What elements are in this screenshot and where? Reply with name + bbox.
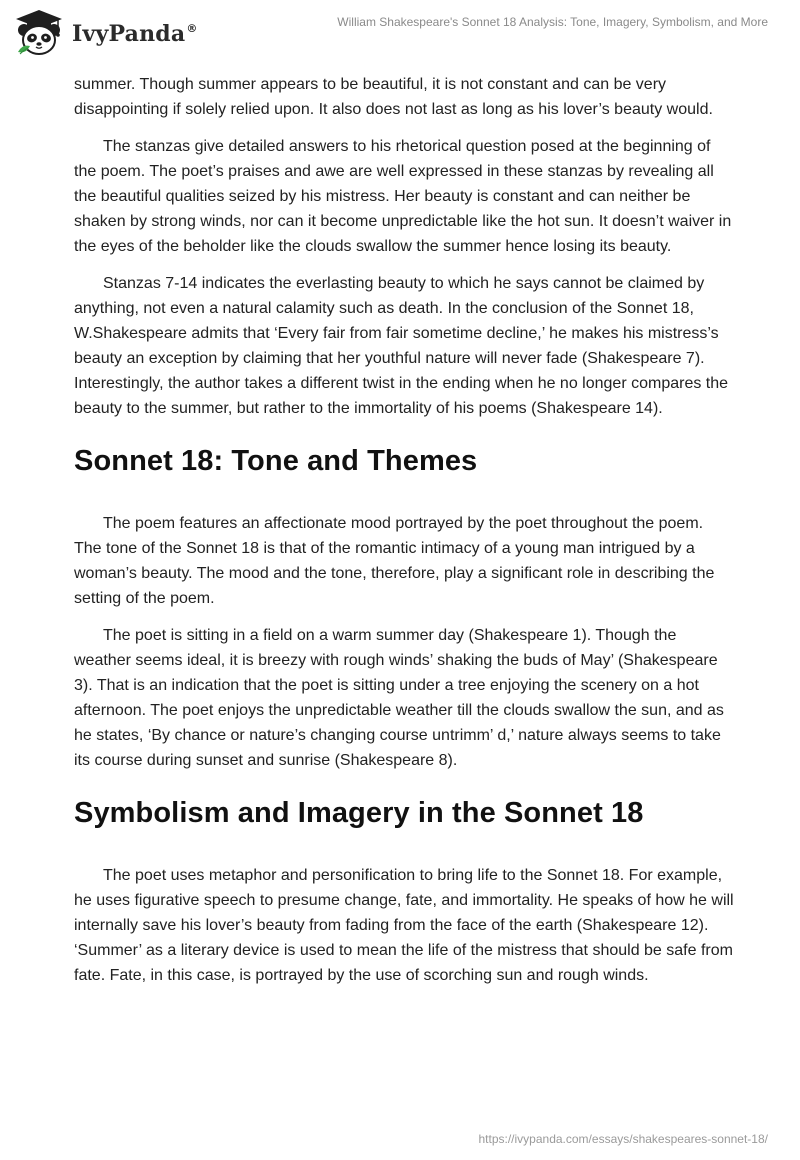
panda-graduate-icon <box>12 8 66 58</box>
logo-text: IvyPanda <box>72 21 186 47</box>
paragraph: Stanzas 7-14 indicates the everlasting beauty to which he says cannot be claimed by anything, not even a natural calamity such as death. In the conclusion of the Sonnet 18, W.Shakespeare admits that ‘Every fair from fair sometime decline,’ he makes his mistress’s beauty an exception by claiming that her youthful nature will never fade (Shakespeare 7). Interestingly, the author takes a different twist in the ending when he no longer compares the beauty to the summer, but rather to the immortality of his poems (Shakespeare 14). <box>74 275 729 417</box>
registered-mark: ® <box>186 22 198 35</box>
section-heading-symbolism-imagery: Symbolism and Imagery in the Sonnet 18 <box>74 797 644 829</box>
page-header <box>0 0 800 70</box>
ivypanda-logo[interactable] <box>12 8 198 58</box>
paragraph: The poem features an affectionate mood portrayed by the poet throughout the poem. The tone of the Sonnet 18 is that of the romantic intimacy of a young man intrigued by a woman’s beauty. The mood and the tone, therefore, play a significant role in describing the setting of the poem. <box>74 515 715 607</box>
source-url[interactable]: https://ivypanda.com/essays/shakespeares-sonnet-18/ <box>478 1132 768 1146</box>
logo-wordmark <box>72 21 198 47</box>
paragraph: The poet uses metaphor and personification to bring life to the Sonnet 18. For example, he uses figurative speech to presume change, fate, and immortality. He speaks of how he will internally save his lover’s beauty from fading from the face of the earth (Shakespeare 12). ‘Summer’ as a literary device is used to mean the life of the mistress that should be safe from fate. Fate, in this case, is portrayed by the use of scorching sun and rough winds. <box>74 867 734 984</box>
paragraph: The poet is sitting in a field on a warm summer day (Shakespeare 1). Though the weather seems ideal, it is breezy with rough winds’ shaking the buds of May’ (Shakespeare 3). That is an indication that the poet is sitting under a tree enjoying the scenery on a hot afternoon. The poet enjoys the unpredictable weather till the clouds swallow the sun, and as he states, ‘By chance or nature’s changing course untrimm’ d,’ nature always seems to take its course during sunset and sunrise (Shakespeare 8). <box>74 627 724 769</box>
essay-content <box>74 72 734 1000</box>
document-title: William Shakespeare's Sonnet 18 Analysis: Tone, Imagery, Symbolism, and More <box>337 15 768 29</box>
paragraph: summer. Though summer appears to be beautiful, it is not constant and can be very disappointing if solely relied upon. It also does not last as long as his lover’s beauty would. <box>74 76 713 118</box>
paragraph: The stanzas give detailed answers to his rhetorical question posed at the beginning of the poem. The poet’s praises and awe are well expressed in these stanzas by revealing all the beautiful qualities seized by his mistress. Her beauty is constant and can neither be shaken by strong winds, nor can it become unpredictable like the hot sun. It doesn’t waiver in the eyes of the beholder like the clouds swallow the summer hence losing its beauty. <box>74 138 732 255</box>
section-heading-tone-themes: Sonnet 18: Tone and Themes <box>74 445 478 477</box>
